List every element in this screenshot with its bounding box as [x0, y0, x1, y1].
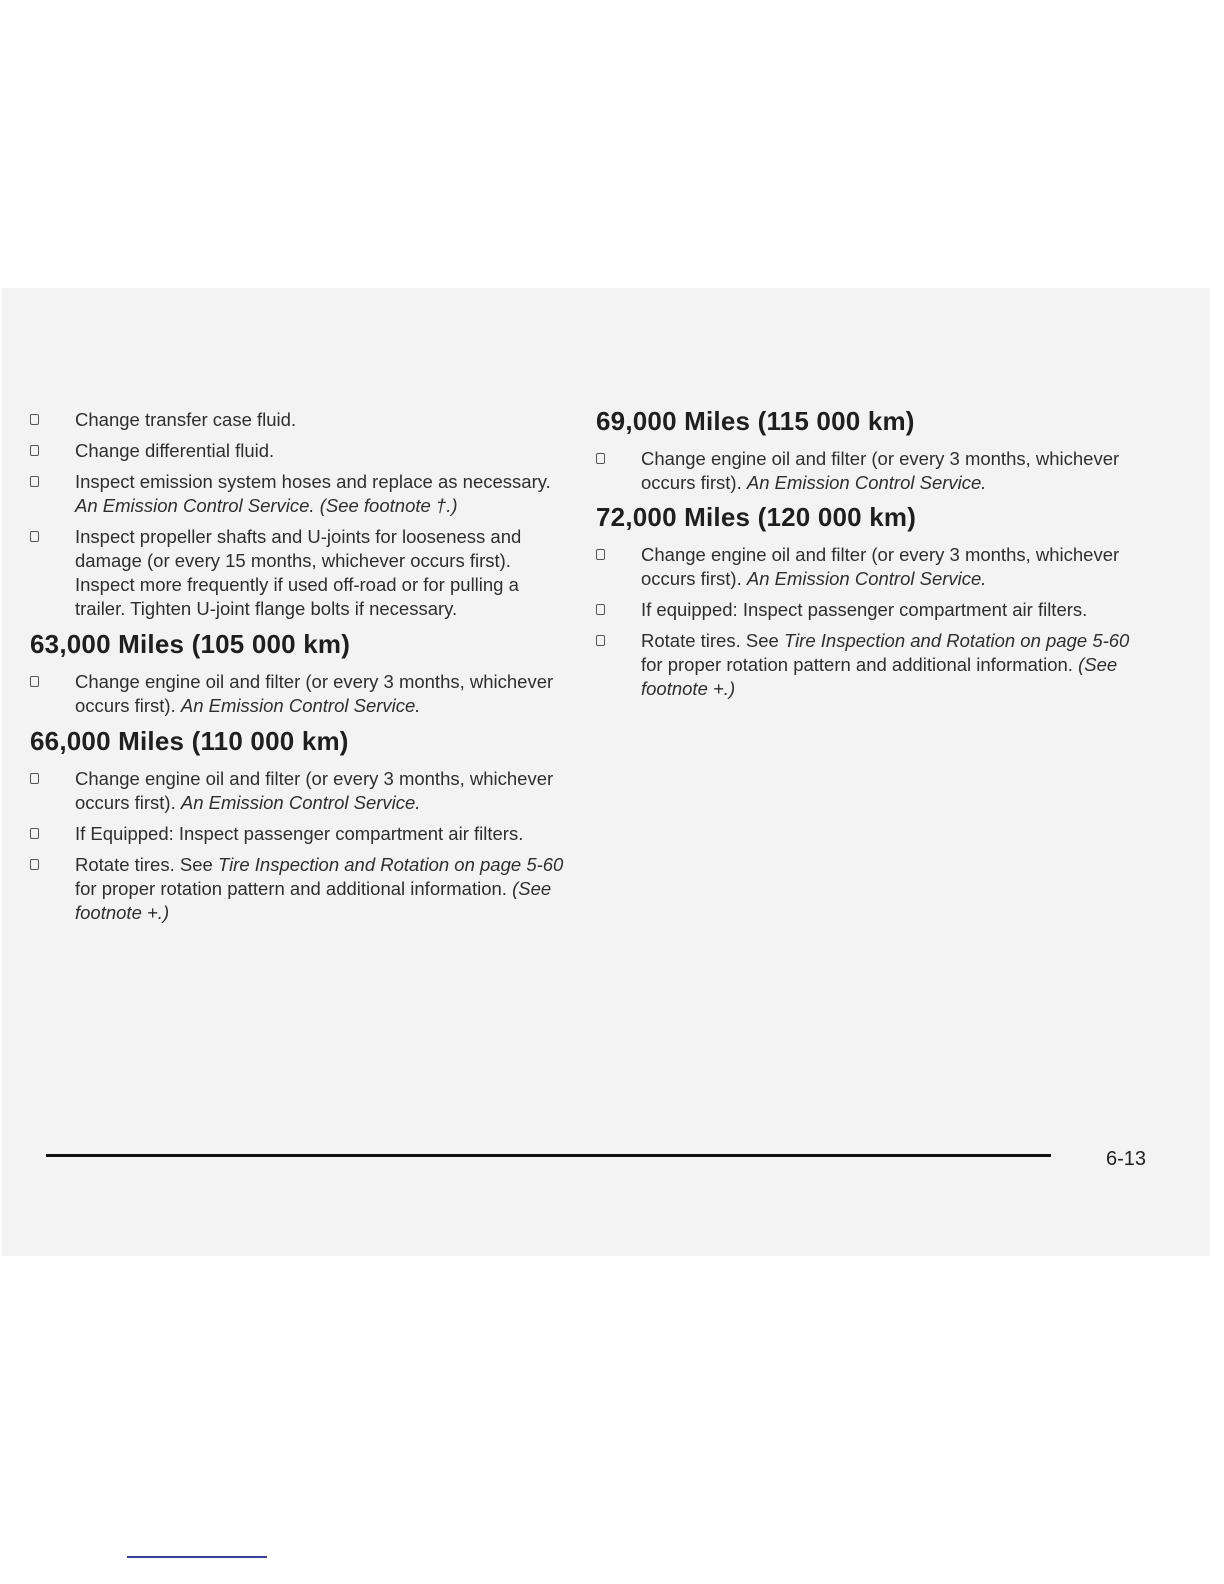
section-heading-66000: 66,000 Miles (110 000 km)	[30, 726, 349, 756]
section-heading-69000: 69,000 Miles (115 000 km)	[596, 406, 915, 436]
checkbox-icon	[30, 414, 39, 425]
checkbox-icon	[30, 476, 39, 487]
list-item: Change engine oil and filter (or every 3 months, whichever occurs first). An Emission Control Service.	[596, 447, 1156, 495]
list-item: If Equipped: Inspect passenger compartment air filters.	[30, 822, 570, 846]
checkbox-icon	[596, 635, 605, 646]
list-item: Change differential fluid.	[30, 439, 570, 463]
checkbox-icon	[30, 445, 39, 456]
list-item: If equipped: Inspect passenger compartment air filters.	[596, 598, 1156, 622]
checkbox-icon	[30, 859, 39, 870]
list-item: Change engine oil and filter (or every 3 months, whichever occurs first). An Emission Control Service.	[30, 767, 570, 815]
section-heading-63000: 63,000 Miles (105 000 km)	[30, 629, 351, 659]
checkbox-icon	[596, 453, 605, 464]
page-number: 6-13	[1106, 1148, 1147, 1170]
checkbox-icon	[596, 549, 605, 560]
manual-page	[2, 288, 1210, 1256]
list-item: Change engine oil and filter (or every 3 months, whichever occurs first). An Emission Control Service.	[596, 543, 1156, 591]
footer-rule	[46, 1154, 1051, 1157]
underline-mark	[127, 1556, 267, 1558]
checkbox-icon	[30, 773, 39, 784]
left-column	[30, 408, 570, 932]
right-column	[596, 406, 1156, 708]
list-item: Rotate tires. See Tire Inspection and Rotation on page 5-60 for proper rotation pattern and additional information. (See footnote +.)	[30, 853, 570, 925]
list-item: Inspect propeller shafts and U-joints for looseness and damage (or every 15 months, whichever occurs first). Inspect more frequently if used off-road or for pulling a trailer. Tighten U-joint flange bolts if necessary.	[30, 525, 570, 621]
list-item: Change engine oil and filter (or every 3 months, whichever occurs first). An Emission Control Service.	[30, 670, 570, 718]
checkbox-icon	[30, 676, 39, 687]
cross-reference-link[interactable]: Tire Inspection and Rotation on page 5-60	[217, 854, 564, 875]
list-item: Change transfer case fluid.	[30, 408, 570, 432]
list-item: Rotate tires. See Tire Inspection and Rotation on page 5-60 for proper rotation pattern and additional information. (See footnote +.)	[596, 629, 1156, 701]
section-heading-72000: 72,000 Miles (120 000 km)	[596, 502, 917, 532]
list-item: Inspect emission system hoses and replace as necessary. An Emission Control Service. (See footnote †.)	[30, 470, 570, 518]
checkbox-icon	[30, 828, 39, 839]
cross-reference-link[interactable]: Tire Inspection and Rotation on page 5-60	[783, 630, 1130, 651]
checkbox-icon	[596, 604, 605, 615]
checkbox-icon	[30, 531, 39, 542]
